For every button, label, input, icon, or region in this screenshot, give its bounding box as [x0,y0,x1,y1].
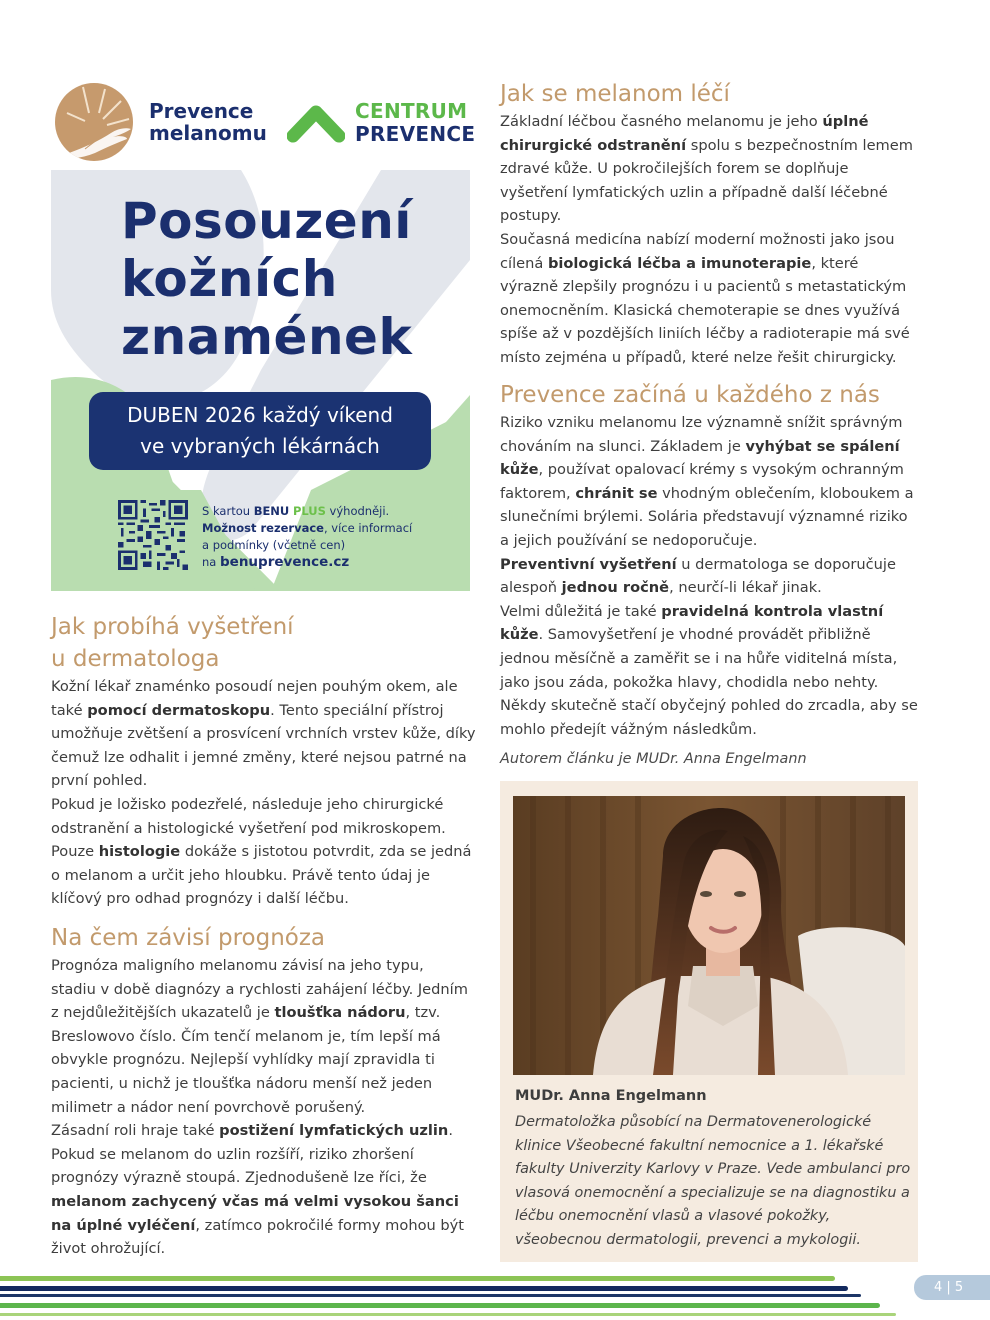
logo-line: Prevence [149,99,254,123]
emphasis-text: pomocí dermatoskopu [87,701,271,719]
body-text: . Tento speciální přístroj umožňuje zvětšení a prosvícení vrchních vrstev kůže, díky čemuž lze odhalit i jemné změny, které nejsou patrné na první pohled. [51,701,476,790]
footer-stripe [0,1286,848,1291]
info-text: S kartou [202,504,254,518]
body-text: , tzv. Breslowovo číslo. Čím tenčí melanom je, tím lepší má obvykle prognózu. Nejlepší vyhlídky mají zpravidla ti pacienti, u nichž je tloušťka nádoru menší než jeden milimetr a nádor není povrchově porušený. [51,1004,441,1116]
body-text: Riziko vzniku melanomu lze významně snížit správným chováním na slunci. Základem je [500,414,903,455]
body-text: . Pokud se melanom do uzlin rozšíří, riziko zhoršení prognózy výrazně stoupá. Zjednodušeně lze říci, že [51,1122,453,1187]
info-text: a podmínky (včetně cen) [202,538,346,552]
centrum-prevence-chevron-icon [287,102,345,144]
section-prevence [500,379,920,741]
body-text: . Samovyšetření je vhodné provádět přibližně jednou měsíčně a zaměřit se i na hůře viditelná místa, jako jsou záda, pokožka hlavy, chodidla nebo nehty. Někdy skutečně stačí obyčejný pohled do zrcadla, aby se mohlo předejít vážným následkům. [500,626,918,738]
body-text: , zatímco pokročilé formy mohou být život ohrožující. [51,1216,465,1258]
prevence-melanomu-logo-text [149,100,267,144]
heading-line: Jak probíhá vyšetření [51,614,294,640]
info-text: výhodněji. [325,504,390,518]
emphasis-text: vyhýbat se spálení kůže [500,437,900,479]
body-text: Prognóza maligního melanomu závisí na jeho typu, stadiu v době diagnózy a rychlosti zahájení léčby. Jedním z nejdůležitějších ukazatelů je [51,957,468,1022]
paragraph [51,954,471,1119]
heading-line: u dermatologa [51,646,220,672]
paragraph [51,675,481,793]
info-text: , více informací [323,521,413,535]
emphasis-text: postižení lymfatických uzlin [219,1122,449,1140]
logo-line: CENTRUM [355,99,468,123]
section-vysetreni [51,611,481,911]
banner-info-text [202,503,412,571]
author-bio: Dermatoložka působící na Dermatovenerologické klinice Všeobecné fakultní nemocnice a 1. lékařské fakulty Univerzity Karlovy v Praze. Vede ambulanci pro vlasová onemocnění a specializuje se na diagnostiku a léčbu onemocnění vlasů a vlasové pokožky, všeobecnou dermatologii, prevenci a mykologii. [515,1114,911,1248]
logo-line: melanomu [149,121,267,145]
body-text: Pokud je ložisko podezřelé, následuje jeho chirurgické odstranění a histologické vyšetření pod mikroskopem. Pouze [51,795,446,861]
body-text: u dermatologa se doporučuje alespoň [500,555,896,597]
author-portrait-icon [513,796,905,1075]
emphasis-text: jednou ročně [561,579,670,597]
body-text: vhodným oblečením, kloboukem a slunečními brýlemi. Solária představují významné riziko a jejich používání se nedoporučuje. [500,484,914,549]
banner-title-line: Posouzení [121,192,412,250]
centrum-prevence-logo-text [355,100,475,146]
section-heading: Jak se melanom léčí [500,81,730,107]
paragraph [500,110,920,228]
promo-banner [51,170,470,591]
footer-stripe [0,1276,835,1281]
emphasis-text: úplné chirurgické odstranění [500,113,869,154]
plus-label: PLUS [292,504,326,518]
banner-title-line: znamének [121,308,413,366]
body-text: , používat opalovací krémy s vysokým ochranným faktorem, [500,461,904,502]
reservation-label: Možnost rezervace [202,521,324,535]
date-pill [89,392,431,470]
paragraph [500,600,920,742]
body-text: spolu s bezpečnostním lemem zdravé kůže. U pokročilejších forem se doplňuje vyšetření lymfatických uzlin a případně další léčebné postupy. [500,136,913,225]
section-heading: Na čem závisí prognóza [51,925,326,951]
emphasis-text: pravidelná kontrola vlastní kůže [500,602,884,644]
emphasis-text: chránit se [575,484,658,502]
body-text: dokáže s jistotou potvrdit, zda se jedná o melanom a určit jeho hloubku. Právě tento údaj je klíčový pro odhad prognózy i další léčbu. [51,843,472,908]
section-heading: Prevence začíná u každého z nás [500,382,880,408]
website-link[interactable]: benuprevence.cz [220,554,350,570]
emphasis-text: histologie [98,843,181,861]
section-heading [51,611,481,675]
author-name: MUDr. Anna Engelmann [515,1088,707,1104]
emphasis-text: melanom zachycený včas má velmi vysokou šanci na úplné vyléčení [51,1192,459,1234]
info-text: na [202,555,220,569]
banner-title-line: kožních [121,250,338,308]
body-text: Velmi důležitá je také [500,602,662,620]
footer-stripe [0,1313,896,1316]
paragraph [500,228,920,370]
emphasis-text: tloušťka nádoru [274,1004,406,1022]
paragraph [500,553,920,600]
paragraph [51,1119,471,1261]
page-number-badge: 4 | 5 [914,1275,990,1300]
section-lecba [500,78,920,370]
qr-code-icon[interactable] [118,500,188,570]
date-pill-line: DUBEN 2026 každý víkend [127,403,393,427]
body-text: , které výrazně zlepšily prognózu i u pacientů s metastatickým onemocněním. Klasická chemoterapie se dnes využívá spíše až v pozdějších liniích léčby a radioterapie má své místo zejména u případů, které nelze řešit chirurgicky. [500,254,910,366]
section-prognoza [51,922,471,1261]
benu-label: BENU [253,504,290,518]
paragraph [51,793,481,911]
body-text: Základní léčbou časného melanomu je jeho [500,113,823,130]
prevence-melanomu-logo-icon [55,83,133,161]
date-pill-line: ve vybraných lékárnách [140,434,380,458]
footer-stripe [0,1303,880,1308]
article-credit: Autorem článku je MUDr. Anna Engelmann [500,751,807,767]
logo-line: PREVENCE [355,122,476,146]
emphasis-text: biologická léčba a imunoterapie [547,254,812,272]
body-text: Současná medicína nabízí moderní možnosti jako jsou cílená [500,230,895,272]
footer-stripe [0,1294,861,1297]
body-text: Zásadní roli hraje také [51,1122,220,1140]
emphasis-text: Preventivní vyšetření [500,555,677,573]
author-box [500,781,918,1262]
banner-title [121,192,412,366]
paragraph [500,411,920,553]
body-text: Kožní lékař znaménko posoudí nejen pouhým okem, ale také [51,678,458,719]
body-text: , neurčí-li lékař jinak. [669,579,822,597]
